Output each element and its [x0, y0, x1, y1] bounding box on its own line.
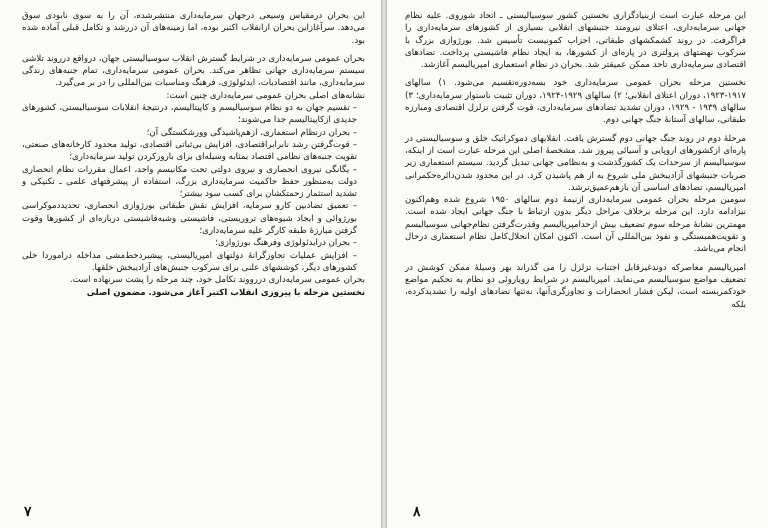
paragraph: نخستین مرحله بحران عمومی سرمایه‌داری خود بسه‌دوره‌تقسیم می‌شود. ۱) سالهای ۱۹۱۷-۱۹۲۳، دوران اعتلای انقلابی؛ ۲) سالهای ۱۹۲۹-۱۹۲۴، دوران تثبیت ناستوار سرمایه‌داری؛ ۳) سالهای ۱۹۳۹ - ۱۹۲۹، دوران تشدید تضادهای سرمایه‌داری، قوت گرفتن تزلزل اقتصادی ومبارزه طبقاتی، سالهای آستانهٔ جنگ جهانی دوم. [405, 78, 747, 126]
page-number: ۷ [24, 504, 32, 520]
right-page-text [405, 10, 746, 311]
list-item: – قوت‌گرفتن رشد نابرابراقتصادی، افزایش بی‌ثباتی اقتصادی، تولید محدود کارخانه‌های صنعتی، تقویت جنبه‌های نظامی اقتصاد بمثابه وسیله‌ای برای بارورکردن تولید سرمایه‌داری؛ [22, 139, 357, 163]
paragraph: نشانه‌های اصلی بحران عمومی سرمایه‌داری چنین است: [166, 90, 365, 101]
paragraph: سومین مرحله بحران عمومی سرمایه‌داری ازنیمهٔ دوم سالهای ۱۹۵۰ شروع شده وهم‌اکنون نیزادامه دارد. این مرحله برخلاف مراحل دیگر بدون ارتباط با جنگ جهانی ایجاد شده است. مهمترین نشانهٔ مرحله سوم تضعیف بیش ازحدامپریالیسم وقدرت‌گرفتن نظام‌جهانی سوسیالیسم و تقویت‌همبستگی و نفوذ بین‌المللی آن است. اکنون امکان انحلال‌کامل نظام استعماری درحال انجام می‌باشد. [405, 195, 746, 255]
list-item: – بحران درایدئولوژی وفرهنگ بورژوازی؛ [215, 238, 357, 249]
list-item: – بحران درنظام استعماری، ازهم‌پاشیدگی وورشکستگی آن؛ [146, 127, 357, 138]
right-page [387, 0, 768, 528]
paragraph: نخستین مرحله با پیروزی انقلاب اکتبر آغاز می‌شود. مضمون اصلی [86, 287, 365, 298]
paragraph: این بحران درمقیاس وسیعی درجهان سرمایه‌داری منتشرشده، آن را به سوی نابودی سوق می‌دهد. سرآغازاین بحران ازانقلاب اکتبر بوده، اما زمینه‌های آن دررشد و تکامل قبلی آماده شده بود. [22, 11, 365, 46]
paragraph: مرحلهٔ دوم در روند جنگ جهانی دوم گسترش یافت. انقلابهای دموکراتیک خلق و سوسیالیستی در پاره‌ای ازکشورهای اروپایی و آسیائی پیروز شد. مشخصهٔ اصلی این مرحله عبارت است از اینکه، سوسیالیسم از سرحدات یک کشورگذشت و به‌نظامی جهانی تبدیل گردید. سیستم استعماری زیر ضربات جنبشهای آزادیبخش ملی شروع به از هم پاشیدن کرد. در این محدود شدن‌دائره‌حکمرانی امپریالیسم، تضادهای اساسی آن بازهم‌عمیق‌ترشد. [405, 133, 746, 193]
paragraph: بحران عمومی سرمایه‌داری در شرایط گسترش انقلاب سوسیالیستی جهان، درواقع درروند تلاشی سیستم سرمایه‌داری جهانی تظاهر می‌کند. بحران عمومی سرمایه‌داری، تمام جنبه‌های زندگی سرمایه‌داری، مانند اقتصادیات، ایدئولوژی، فرهنگ ومناسبات بین‌المللی را در بر می‌گیرد. [22, 53, 365, 89]
paragraph: این مرحله عبارت است ازبنیادگزاری نخستین کشور سوسیالیستی ـ اتحاد شوروی. علیه نظام جهانی سرمایه‌داری، اعتلای نیرومند جنبشهای انقلابی بسیاری از کشورهای سرمایه‌داری را فراگرفت. در روند کشمکشهای طبقاتی، احزاب کمونیست تأسیس شد. بورژوازی بزرگ با سرکوب نهضتهای پرولتری در پاره‌ای از کشورها، به ایجاد نظام فاشیستی پرداخت. تضادهای اقتصادی سرمایه‌داری تاحد ممکن عمیقتر شد. بحران در نظام استعماری امپریالیسم آغازشد. [405, 11, 746, 71]
list-item: – تعمیق تضادبین کارو سرمایه، افزایش نقش طبقاتی بورژوازی انحصاری، تحدیددموکراسی بورژوائی و ایجاد شیوه‌های تروریستی، فاشیستی وشبه‌فاشیستی دربازه‌ای از کشورها وقوت گرفتن مبارزهٔ طبقه کارگر علیه سرمایه‌داری؛ [22, 201, 357, 237]
list-item: – تقسیم جهان به دو نظام سوسیالیسم و کاپیتالیسم، درنتیجهٔ انقلابات سوسیالیستی، کشورهای جدیدی ازکاپیتالیسم جدا می‌شوند؛ [22, 103, 357, 126]
paragraph: امپریالیسم معاصرکه دوندغیرقابل اجتناب تزلزل را می گذراند بهر وسیلهٔ ممکن کوشش در تضعیف مواضع سوسیالیسم می‌نماید. امپریالیسم در شرایط رویاروئی دو نظام به تحکیم مواضع خودکمربسته است، لیکن فشار انحصارات و تجاوزگری‌آنها، نه‌تنها تضادهای اولیه را تشدیدکرده، بلکه [405, 262, 746, 310]
left-page-text [22, 10, 365, 299]
list-item: – افزایش عملیات تجاوزگرانهٔ دولتهای امپریالیستی، پیشبردخط‌مشی مداخله دراموردا خلی کشورهای دیگر، کوششهای علنی برای سرکوب جنبش‌های آزادیبخش خلقها. [22, 250, 357, 273]
paragraph: بحران عمومی سرمایه‌داری دررووند تکامل خود، چند مرحله را پشت سرنهاده است. [69, 275, 365, 286]
left-page [0, 0, 381, 528]
page-number: ۸ [413, 504, 421, 520]
list-item: – یگانگی نیروی انحصاری و نیروی دولتی تحت مکانیسم واحد، اعمال مقررات نظام انحصاری دولت به‌منظور حفظ حاکمیت سرمایه‌داری بزرگ، استفاده از پیشرفتهای علمی ـ تکنیکی و تشدید استثمار زحمتکشان برای کسب سود بیشتر؛ [22, 164, 357, 200]
